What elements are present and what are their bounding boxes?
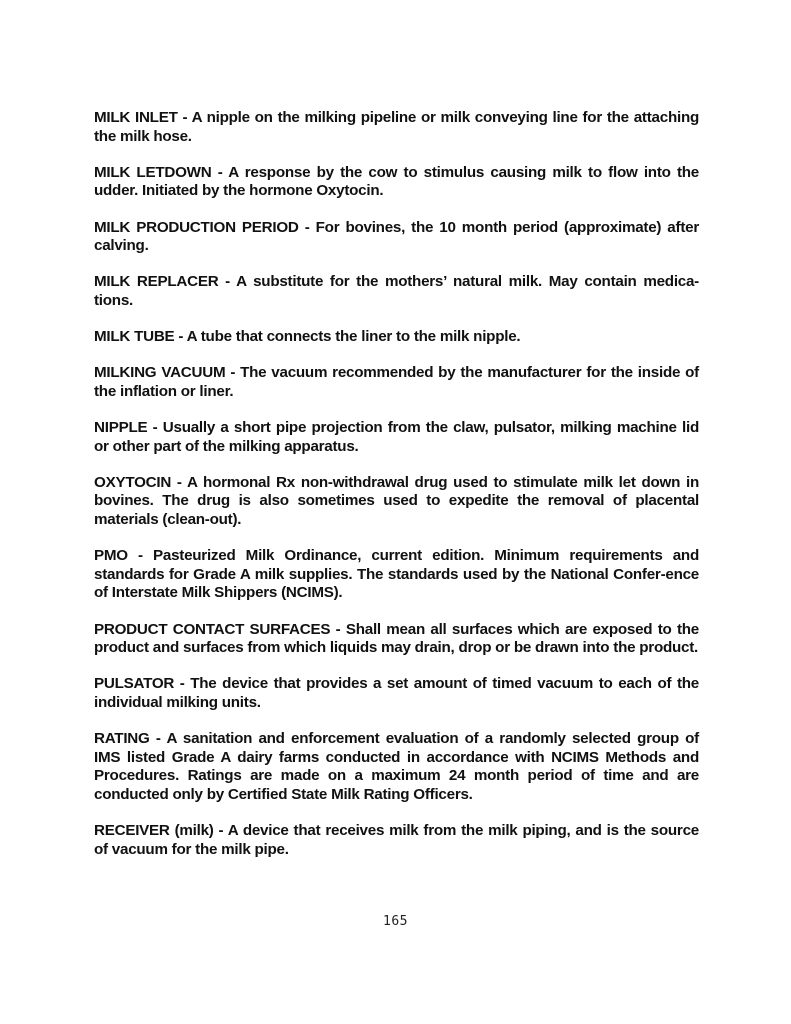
glossary-entry-oxytocin bbox=[94, 474, 699, 530]
glossary-definition: - Usually a short pipe projection from the claw, pulsator, milking machine lid or other part of the milking apparatus. bbox=[94, 419, 699, 455]
glossary-definition: - Shall mean all surfaces which are exposed to the product and surfaces from which liquids may drain, drop or be drawn into the product. bbox=[94, 620, 699, 657]
glossary-entry-milk-replacer bbox=[94, 273, 699, 310]
glossary-term: RATING bbox=[94, 730, 150, 748]
glossary-term: RECEIVER (milk) bbox=[94, 822, 214, 840]
glossary-term: PMO bbox=[94, 547, 128, 565]
glossary-term: MILK PRODUCTION PERIOD bbox=[94, 218, 299, 236]
glossary-definition: - A sanitation and enforcement evaluation of a randomly selected group of IMS listed Grade A dairy farms conducted in accordance with NCIMS Methods and Procedures. Ratings are made on a maximum 24 month period of time and are conducted only by Certified State Milk Rating Officers. bbox=[94, 730, 699, 803]
glossary-definition: - A hormonal Rx non-withdrawal drug used to stimulate milk let down in bovines. The drug is also sometimes used to expedite the removal of placental materials (clean-out). bbox=[94, 473, 699, 529]
glossary-entry-pmo bbox=[94, 547, 699, 603]
page-number: 165 bbox=[383, 914, 408, 929]
glossary-definition: - The device that provides a set amount of timed vacuum to each of the individual milking units. bbox=[94, 675, 699, 711]
glossary-entry-product-contact-surfaces bbox=[94, 621, 699, 658]
glossary-entry-milk-production-period bbox=[94, 219, 699, 256]
glossary-term: MILK REPLACER bbox=[94, 273, 219, 291]
glossary-entry-rating bbox=[94, 730, 699, 804]
glossary-term: MILKING VACUUM bbox=[94, 364, 226, 382]
glossary-page bbox=[94, 109, 699, 877]
glossary-definition: - A substitute for the mothers’ natural milk. May contain medica-tions. bbox=[94, 273, 699, 309]
glossary-entry-milk-inlet bbox=[94, 109, 699, 146]
glossary-definition: - A response by the cow to stimulus causing milk to flow into the udder. Initiated by the hormone Oxytocin. bbox=[94, 163, 699, 200]
glossary-entry-milk-tube bbox=[94, 328, 699, 347]
glossary-entry-nipple bbox=[94, 419, 699, 456]
glossary-term: OXYTOCIN bbox=[94, 473, 172, 491]
glossary-term: MILK TUBE bbox=[94, 328, 175, 346]
glossary-definition: - Pasteurized Milk Ordinance, current edition. Minimum requirements and standards for Grade A milk supplies. The standards used by the National Confer-ence of Interstate Milk Shippers (NCIMS). bbox=[94, 547, 699, 602]
glossary-term: MILK INLET bbox=[94, 109, 178, 126]
glossary-entry-pulsator bbox=[94, 675, 699, 712]
glossary-definition: - For bovines, the 10 month period (approximate) after calving. bbox=[94, 218, 699, 255]
glossary-entry-milking-vacuum bbox=[94, 364, 699, 401]
glossary-term: MILK LETDOWN bbox=[94, 163, 212, 181]
glossary-term: PULSATOR bbox=[94, 675, 175, 693]
glossary-definition: - The vacuum recommended by the manufacturer for the inside of the inflation or liner. bbox=[94, 364, 699, 400]
glossary-definition: - A tube that connects the liner to the milk nipple. bbox=[174, 328, 521, 346]
glossary-definition: - A nipple on the milking pipeline or milk conveying line for the attaching the milk hose. bbox=[94, 109, 699, 145]
glossary-term: PRODUCT CONTACT SURFACES bbox=[94, 620, 331, 638]
glossary-entry-receiver-milk bbox=[94, 822, 699, 859]
glossary-entry-milk-letdown bbox=[94, 164, 699, 201]
glossary-definition: - A device that receives milk from the milk piping, and is the source of vacuum for the milk pipe. bbox=[94, 822, 699, 858]
glossary-term: NIPPLE bbox=[94, 419, 148, 437]
